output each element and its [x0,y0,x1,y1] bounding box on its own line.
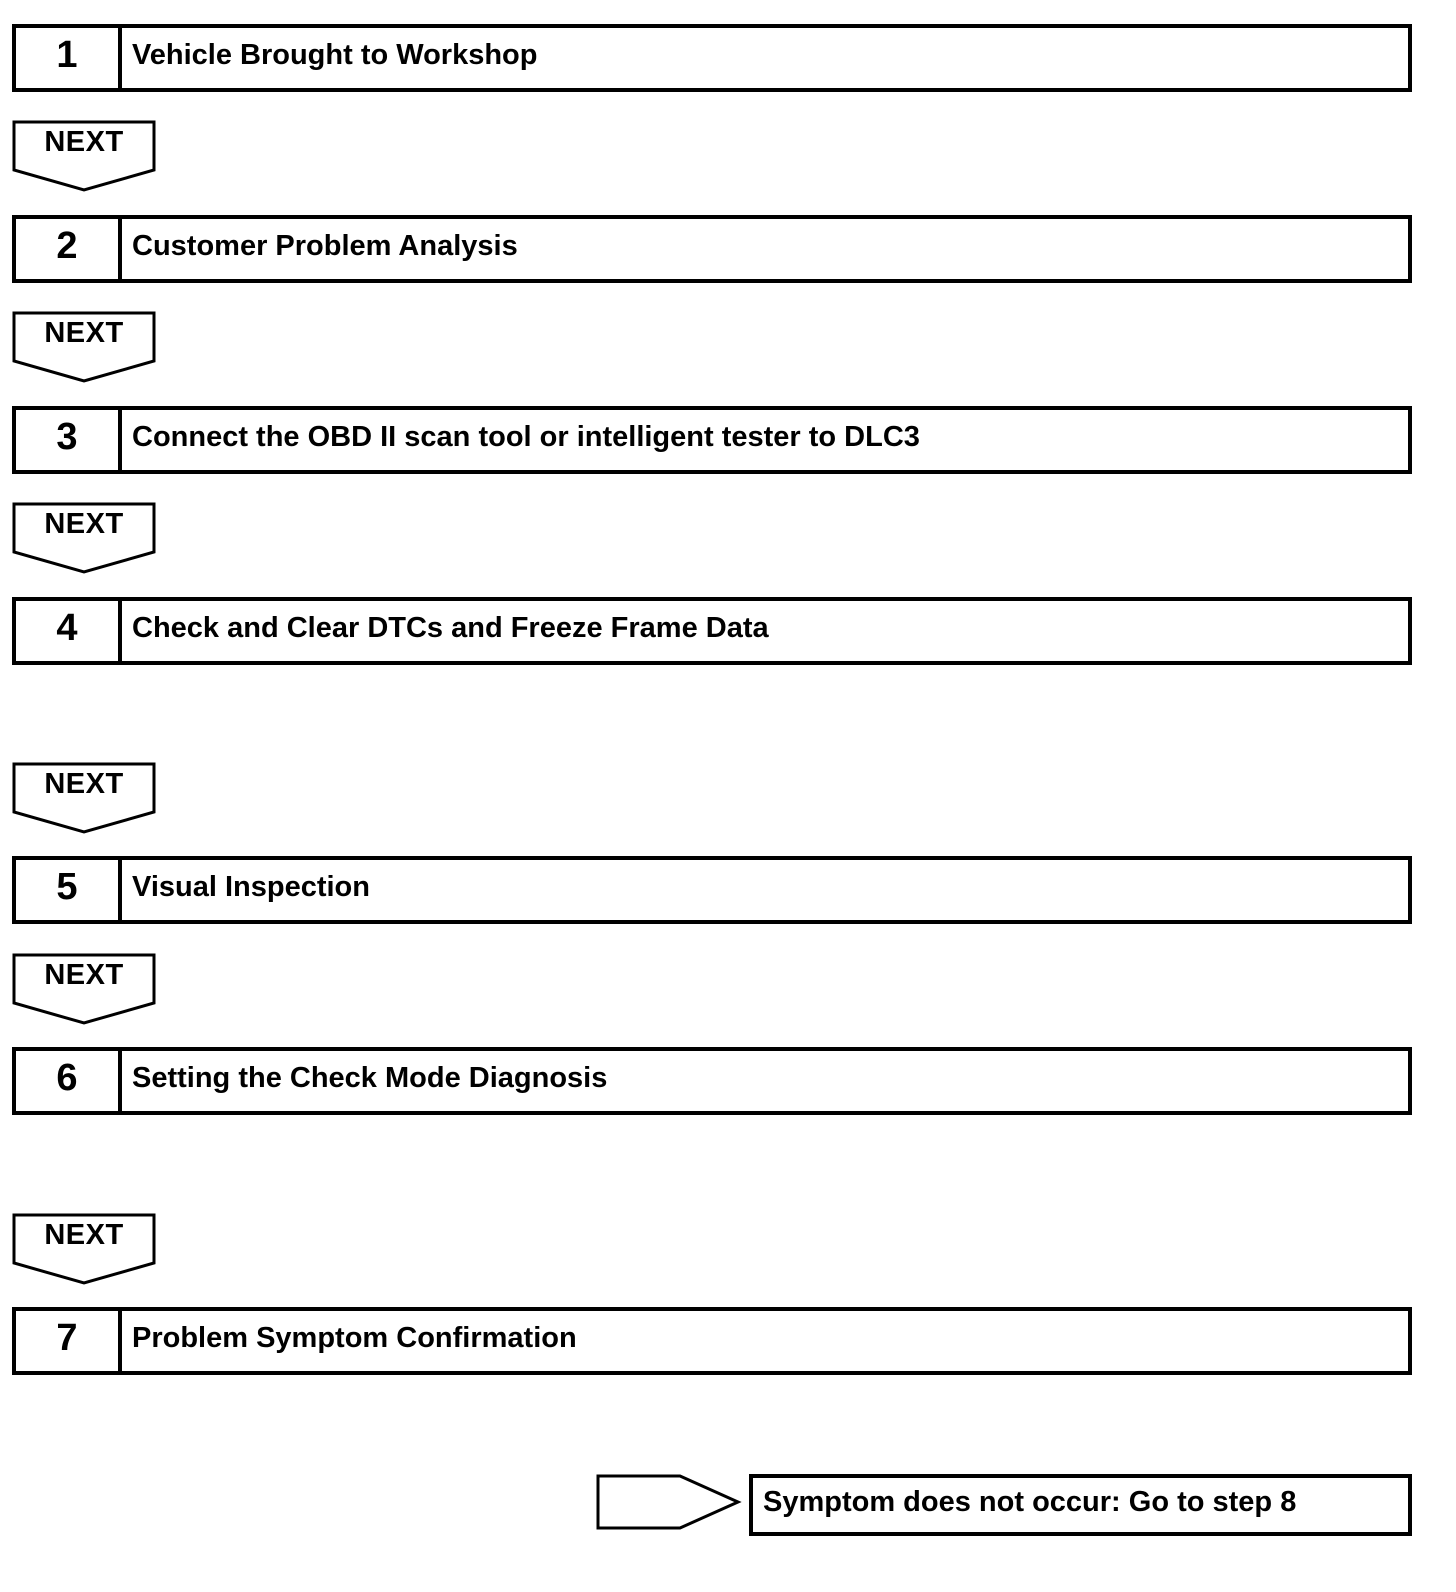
next-label: NEXT [44,508,124,540]
next-arrow-5 [12,953,158,1027]
next-arrow-6 [12,1213,158,1287]
next-label: NEXT [44,768,124,800]
next-label: NEXT [44,317,124,349]
step-label: Problem Symptom Confirmation [132,1321,577,1354]
step-6-box [12,1047,1412,1115]
step-label: Check and Clear DTCs and Freeze Frame Data [132,611,769,644]
step-5-box [12,856,1412,924]
next-arrow-2 [12,311,158,385]
step-7-box [12,1307,1412,1375]
step-number: 3 [16,410,122,470]
next-label: NEXT [44,126,124,158]
next-label: NEXT [44,1219,124,1251]
right-arrow-shape [596,1474,742,1532]
step-number: 4 [16,601,122,661]
step-number: 2 [16,219,122,279]
next-arrow-1 [12,120,158,194]
step-number: 5 [16,860,122,920]
step-label: Setting the Check Mode Diagnosis [132,1061,608,1094]
result-box: Symptom does not occur: Go to step 8 [749,1474,1412,1536]
step-label: Visual Inspection [132,870,370,903]
step-4-box [12,597,1412,665]
step-3-box [12,406,1412,474]
step-number: 1 [16,28,122,88]
step-label: Vehicle Brought to Workshop [132,38,538,71]
step-number: 6 [16,1051,122,1111]
result-arrow [596,1474,742,1532]
step-label: Customer Problem Analysis [132,229,518,262]
next-label: NEXT [44,959,124,991]
next-arrow-4 [12,762,158,836]
next-arrow-3 [12,502,158,576]
step-1-box [12,24,1412,92]
step-label: Connect the OBD II scan tool or intelligent tester to DLC3 [132,420,920,453]
step-2-box [12,215,1412,283]
step-number: 7 [16,1311,122,1371]
